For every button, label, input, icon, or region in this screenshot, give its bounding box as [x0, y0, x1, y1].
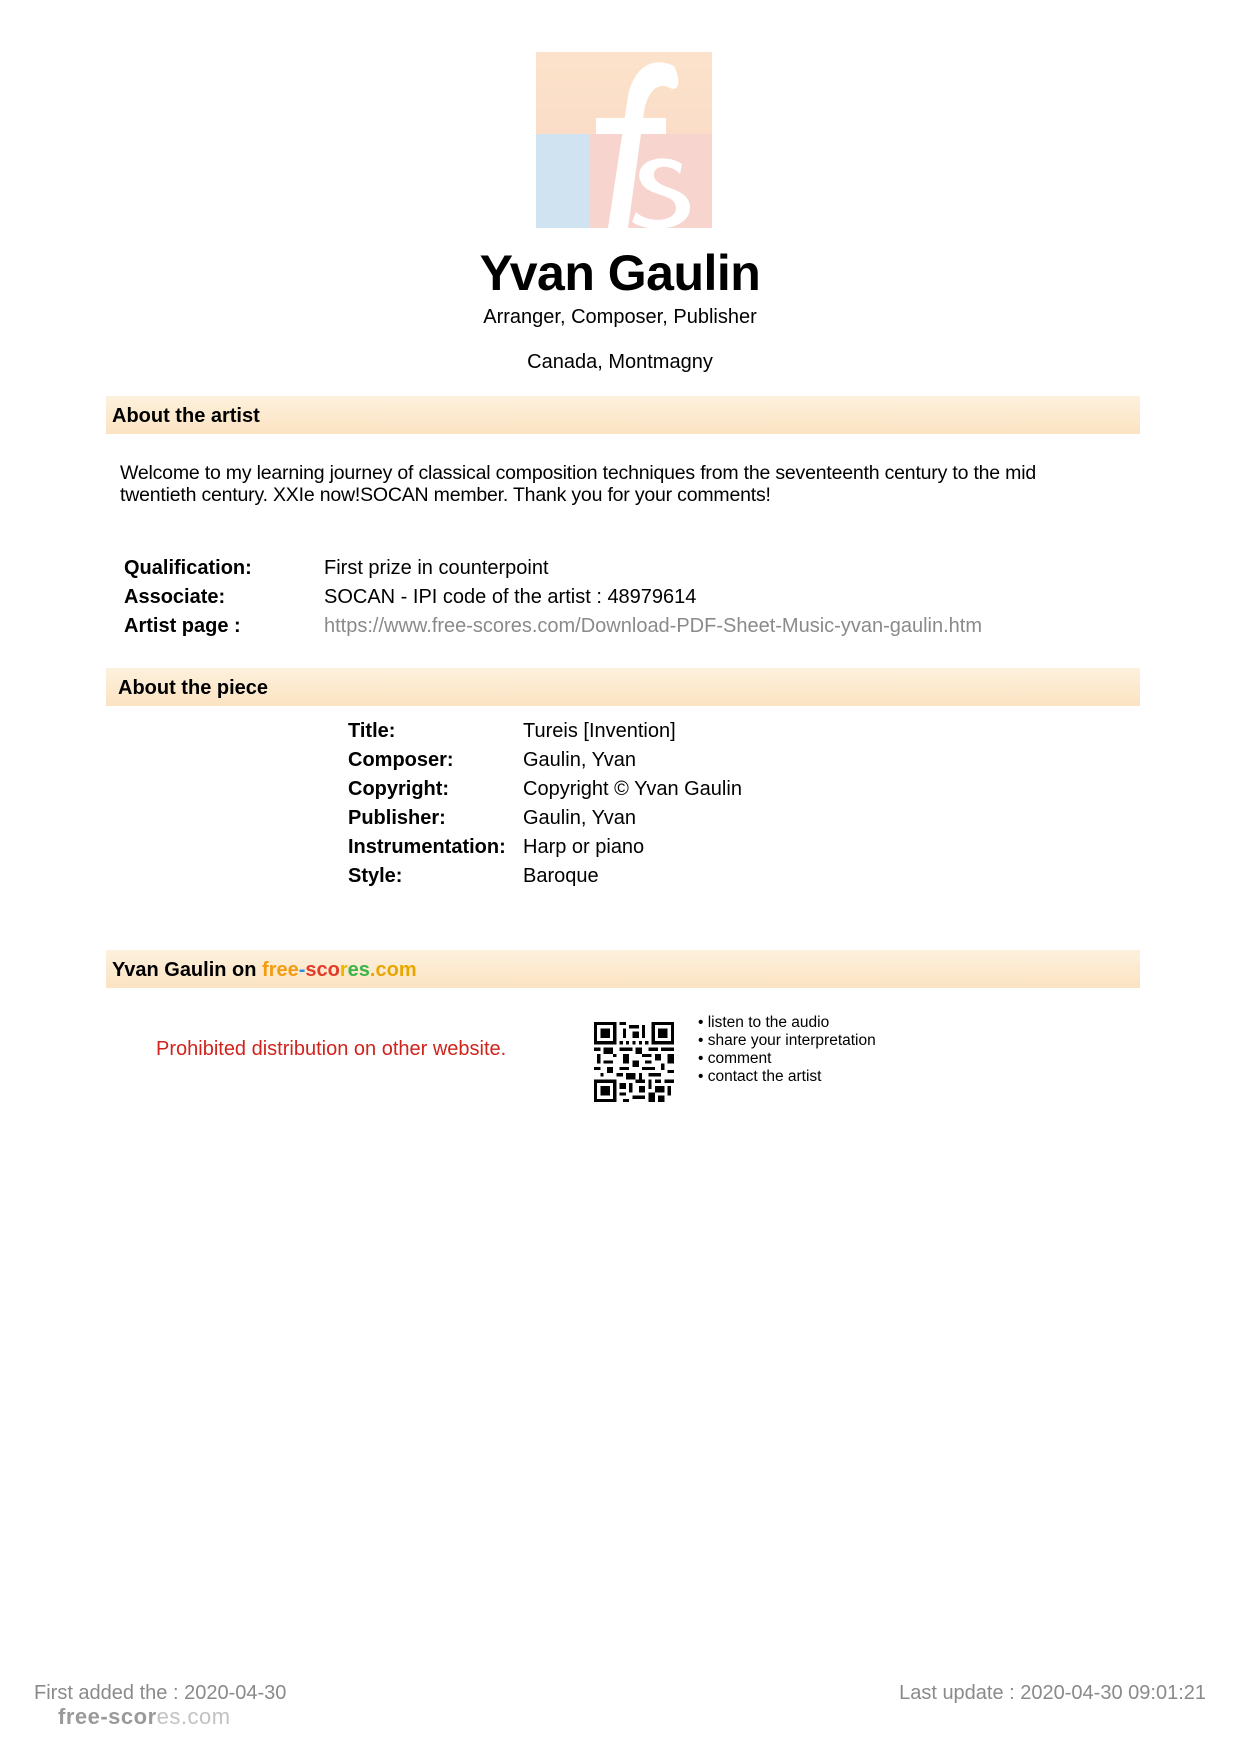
piece-value: Baroque	[523, 865, 599, 887]
piece-label: Title:	[348, 720, 396, 742]
artist-name: Yvan Gaulin	[479, 245, 761, 301]
artist-page-link[interactable]: https://www.free-scores.com/Download-PDF-Sheet-Music-yvan-gaulin.htm	[324, 615, 982, 637]
site-part: es	[347, 959, 370, 981]
detail-value: First prize in counterpoint	[324, 557, 549, 579]
detail-label: Associate:	[124, 586, 226, 608]
site-name[interactable]	[262, 959, 417, 981]
piece-label: Publisher:	[348, 807, 446, 829]
list-item: • listen to the audio	[698, 1014, 876, 1032]
about-artist-section-header	[106, 396, 1140, 434]
artist-location: Canada, Montmagny	[527, 351, 713, 373]
piece-row-publisher	[348, 804, 742, 833]
piece-value: Gaulin, Yvan	[523, 749, 637, 771]
piece-row-style	[348, 862, 742, 891]
qr-code[interactable]	[594, 1022, 674, 1102]
list-item: • contact the artist	[698, 1068, 876, 1086]
piece-label: Instrumentation:	[348, 836, 506, 858]
piece-row-composer	[348, 746, 742, 775]
qr-code-icon	[594, 1022, 674, 1102]
detail-row-qualification	[124, 554, 982, 583]
prohibited-distribution-notice: Prohibited distribution on other website.	[156, 1038, 507, 1060]
free-scores-fs-logo-icon	[536, 52, 712, 228]
detail-row-artist-page	[124, 612, 982, 641]
detail-label: Artist page :	[124, 615, 241, 637]
site-part: free	[262, 959, 299, 981]
list-item: • comment	[698, 1050, 876, 1068]
section-title: About the piece	[118, 677, 269, 699]
detail-label: Qualification:	[124, 557, 252, 579]
piece-label: Style:	[348, 865, 403, 887]
site-part: .com	[369, 959, 417, 981]
last-update-date: Last update : 2020-04-30 09:01:21	[899, 1682, 1206, 1704]
site-features-list	[698, 1014, 876, 1086]
piece-row-instrumentation	[348, 833, 742, 862]
site-part: -	[298, 959, 306, 981]
piece-value: Tureis [Invention]	[523, 720, 676, 742]
piece-value: Gaulin, Yvan	[523, 807, 637, 829]
detail-row-associate	[124, 583, 982, 612]
piece-value: Copyright © Yvan Gaulin	[523, 778, 742, 800]
on-site-section-header	[106, 950, 1140, 988]
artist-roles: Arranger, Composer, Publisher	[483, 306, 757, 328]
artist-bio: Welcome to my learning journey of classical composition techniques from the seventeenth century to the mid twentieth century. XXIe now!SOCAN member. Thank you for your comments!	[120, 462, 1036, 506]
piece-label: Composer:	[348, 749, 454, 771]
footer-brand-dim: es.com	[156, 1704, 231, 1729]
about-piece-section-header	[106, 668, 1140, 706]
first-added-date: First added the : 2020-04-30	[34, 1682, 287, 1704]
on-site-title-prefix: Yvan Gaulin on	[112, 959, 263, 981]
section-title	[112, 959, 417, 982]
piece-value: Harp or piano	[523, 836, 645, 858]
site-part: sco	[305, 959, 340, 981]
section-title: About the artist	[112, 405, 260, 427]
site-part: r	[339, 959, 348, 981]
list-item: • share your interpretation	[698, 1032, 876, 1050]
footer-brand-logo	[58, 1704, 231, 1730]
piece-details-table	[348, 717, 742, 891]
artist-details-table	[124, 554, 982, 641]
free-scores-logo	[536, 52, 712, 228]
piece-row-copyright	[348, 775, 742, 804]
detail-value: SOCAN - IPI code of the artist : 48979614	[324, 586, 697, 608]
footer-brand-strong: free-scor	[58, 1704, 157, 1729]
piece-row-title	[348, 717, 742, 746]
piece-label: Copyright:	[348, 778, 450, 800]
